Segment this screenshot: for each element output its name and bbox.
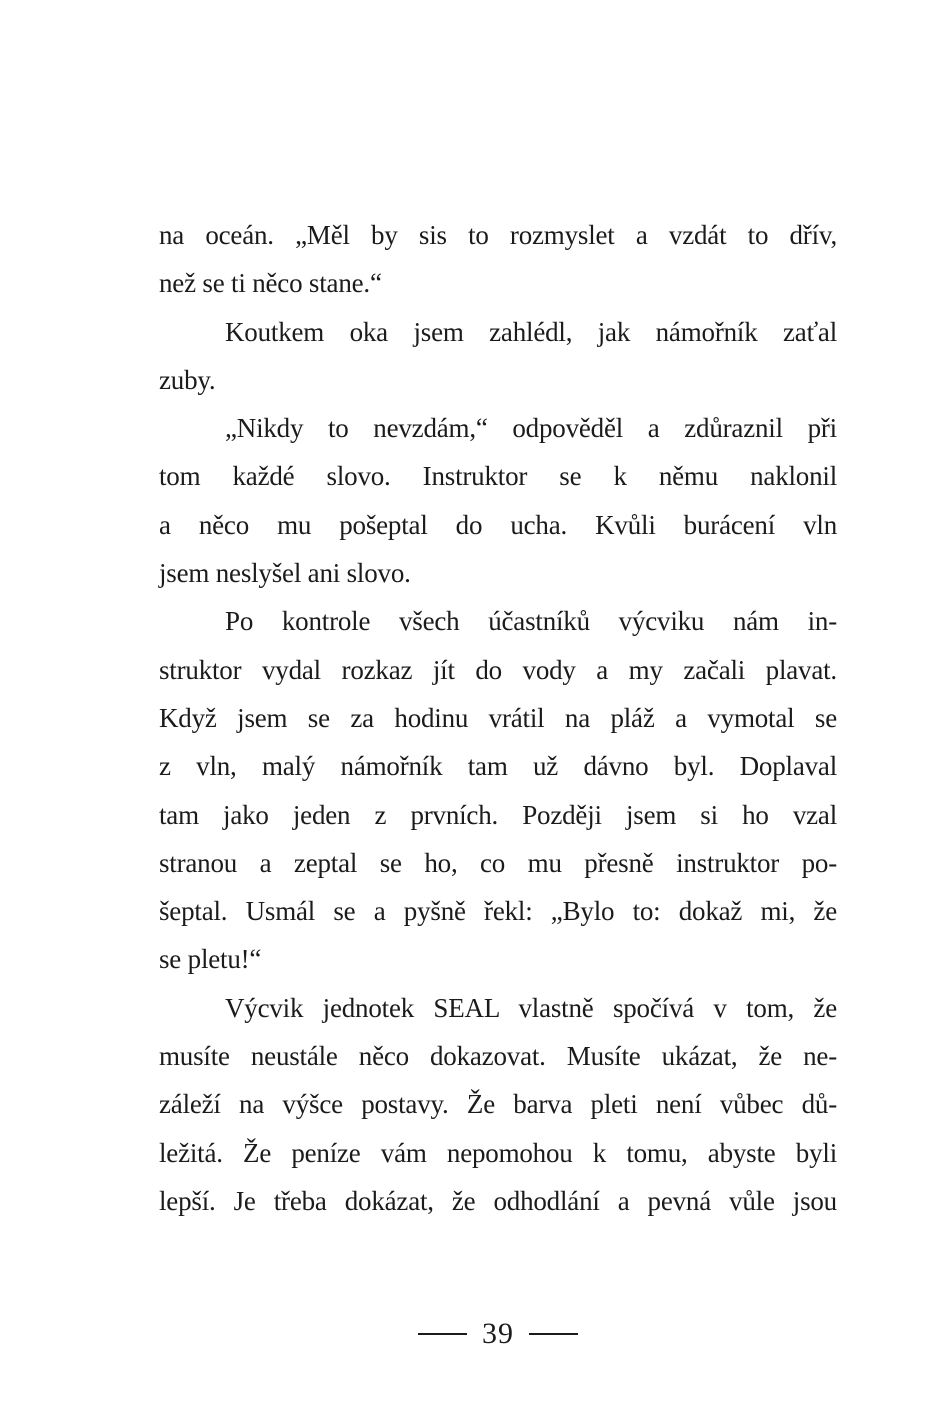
text-line: se pletu!“ bbox=[159, 944, 262, 975]
text-line: musíte neustále něco dokazovat. Musíte ukázat, že ne- bbox=[159, 1041, 837, 1072]
text-line: jsem neslyšel ani slovo. bbox=[159, 558, 411, 589]
text-line: z vln, malý námořník tam už dávno byl. Doplaval bbox=[159, 751, 837, 782]
text-line: lepší. Je třeba dokázat, že odhodlání a pevná vůle jsou bbox=[159, 1185, 837, 1216]
footer-rule-right-icon bbox=[529, 1333, 578, 1335]
text-line: Po kontrole všech účastníků výcviku nám in- bbox=[225, 606, 837, 637]
text-line: šeptal. Usmál se a pyšně řekl: „Bylo to: dokaž mi, že bbox=[159, 896, 837, 927]
text-line: záleží na výšce postavy. Že barva pleti není vůbec dů- bbox=[159, 1089, 837, 1120]
text-line: a něco mu pošeptal do ucha. Kvůli burácení vln bbox=[159, 509, 837, 540]
footer-rule-left-icon bbox=[418, 1333, 467, 1335]
page-footer bbox=[159, 1312, 837, 1356]
text-line: stranou a zeptal se ho, co mu přesně instruktor po- bbox=[159, 847, 837, 878]
text-line: Koutkem oka jsem zahlédl, jak námořník zaťal bbox=[225, 316, 837, 347]
text-line: Výcvik jednotek SEAL vlastně spočívá v tom, že bbox=[225, 992, 837, 1023]
text-line: než se ti něco stane.“ bbox=[159, 268, 382, 299]
text-line: „Nikdy to nevzdám,“ odpověděl a zdůraznil při bbox=[225, 413, 837, 444]
text-line: tam jako jeden z prvních. Později jsem si ho vzal bbox=[159, 799, 837, 830]
text-line: tom každé slovo. Instruktor se k němu naklonil bbox=[159, 461, 837, 492]
text-line: Když jsem se za hodinu vrátil na pláž a vymotal se bbox=[159, 702, 837, 733]
text-line: na oceán. „Měl by sis to rozmyslet a vzdát to dřív, bbox=[159, 220, 837, 250]
body-text bbox=[159, 211, 837, 1225]
text-line: struktor vydal rozkaz jít do vody a my začali plavat. bbox=[159, 654, 837, 685]
text-line: ležitá. Že peníze vám nepomohou k tomu, abyste byli bbox=[159, 1137, 837, 1168]
text-line: zuby. bbox=[159, 364, 216, 395]
page-number: 39 bbox=[482, 1317, 514, 1350]
